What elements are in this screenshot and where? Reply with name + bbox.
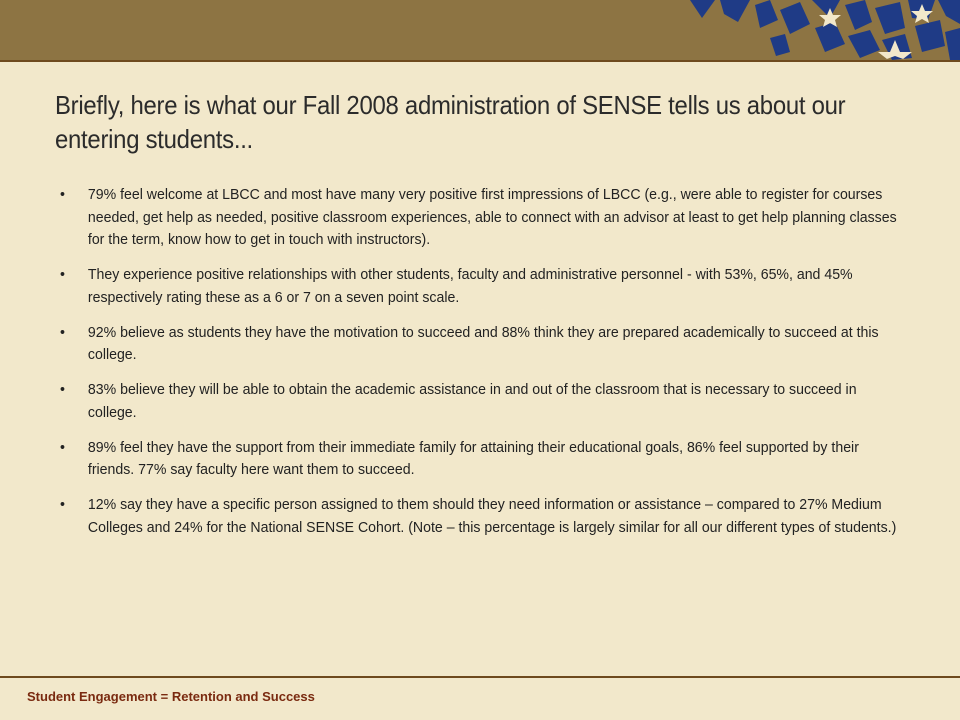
bullet-dot-icon: • — [60, 381, 65, 398]
bullet-item — [60, 379, 906, 424]
footer-rule — [0, 676, 960, 678]
bullet-item — [60, 264, 906, 309]
header-rule — [0, 60, 960, 62]
bullet-dot-icon: • — [60, 323, 65, 341]
bullet-dot-icon: • — [60, 438, 65, 456]
bullet-dot-icon: • — [60, 186, 65, 203]
slide-title: Briefly, here is what our Fall 2008 administration of SENSE tells us about our entering students... — [55, 90, 846, 154]
bullet-text: 92% believe as students they have the motivation to succeed and 88% think they are prepared academically to succeed at this college. — [87, 323, 879, 363]
stars-decoration-icon — [660, 0, 960, 60]
bullet-dot-icon: • — [60, 496, 65, 513]
bullet-text: 83% believe they will be able to obtain the academic assistance in and out of the classroom that is necessary to succeed in college. — [87, 381, 857, 421]
bullet-item — [60, 437, 906, 482]
bullet-text: They experience positive relationships with other students, faculty and administrative personnel - with 53%, 65%, and 45% respectively rating these as a 6 or 7 on a seven point scale. — [87, 266, 853, 306]
bullet-text: 89% feel they have the support from their immediate family for attaining their educational goals, 86% feel supported by their friends. 77% say faculty here want them to succeed. — [87, 438, 859, 478]
bullet-list — [60, 184, 960, 552]
footer-text: Student Engagement = Retention and Success — [27, 689, 315, 704]
bullet-text: 12% say they have a specific person assigned to them should they need information or assistance – compared to 27% Medium Colleges and 24% for the National SENSE Cohort. (Note – this percentage is largely similar for all our different types of students.) — [87, 496, 897, 536]
bullet-item — [60, 494, 906, 539]
bullet-text: 79% feel welcome at LBCC and most have many very positive first impressions of LBCC (e.g., were able to register for courses needed, get help as needed, positive classroom experiences, able to connect with an advisor at least to get help planning classes for the term, know how to get in touch with instructors). — [87, 186, 897, 248]
bullet-item — [60, 184, 906, 252]
bullet-dot-icon: • — [60, 266, 65, 283]
bullet-item — [60, 322, 906, 367]
